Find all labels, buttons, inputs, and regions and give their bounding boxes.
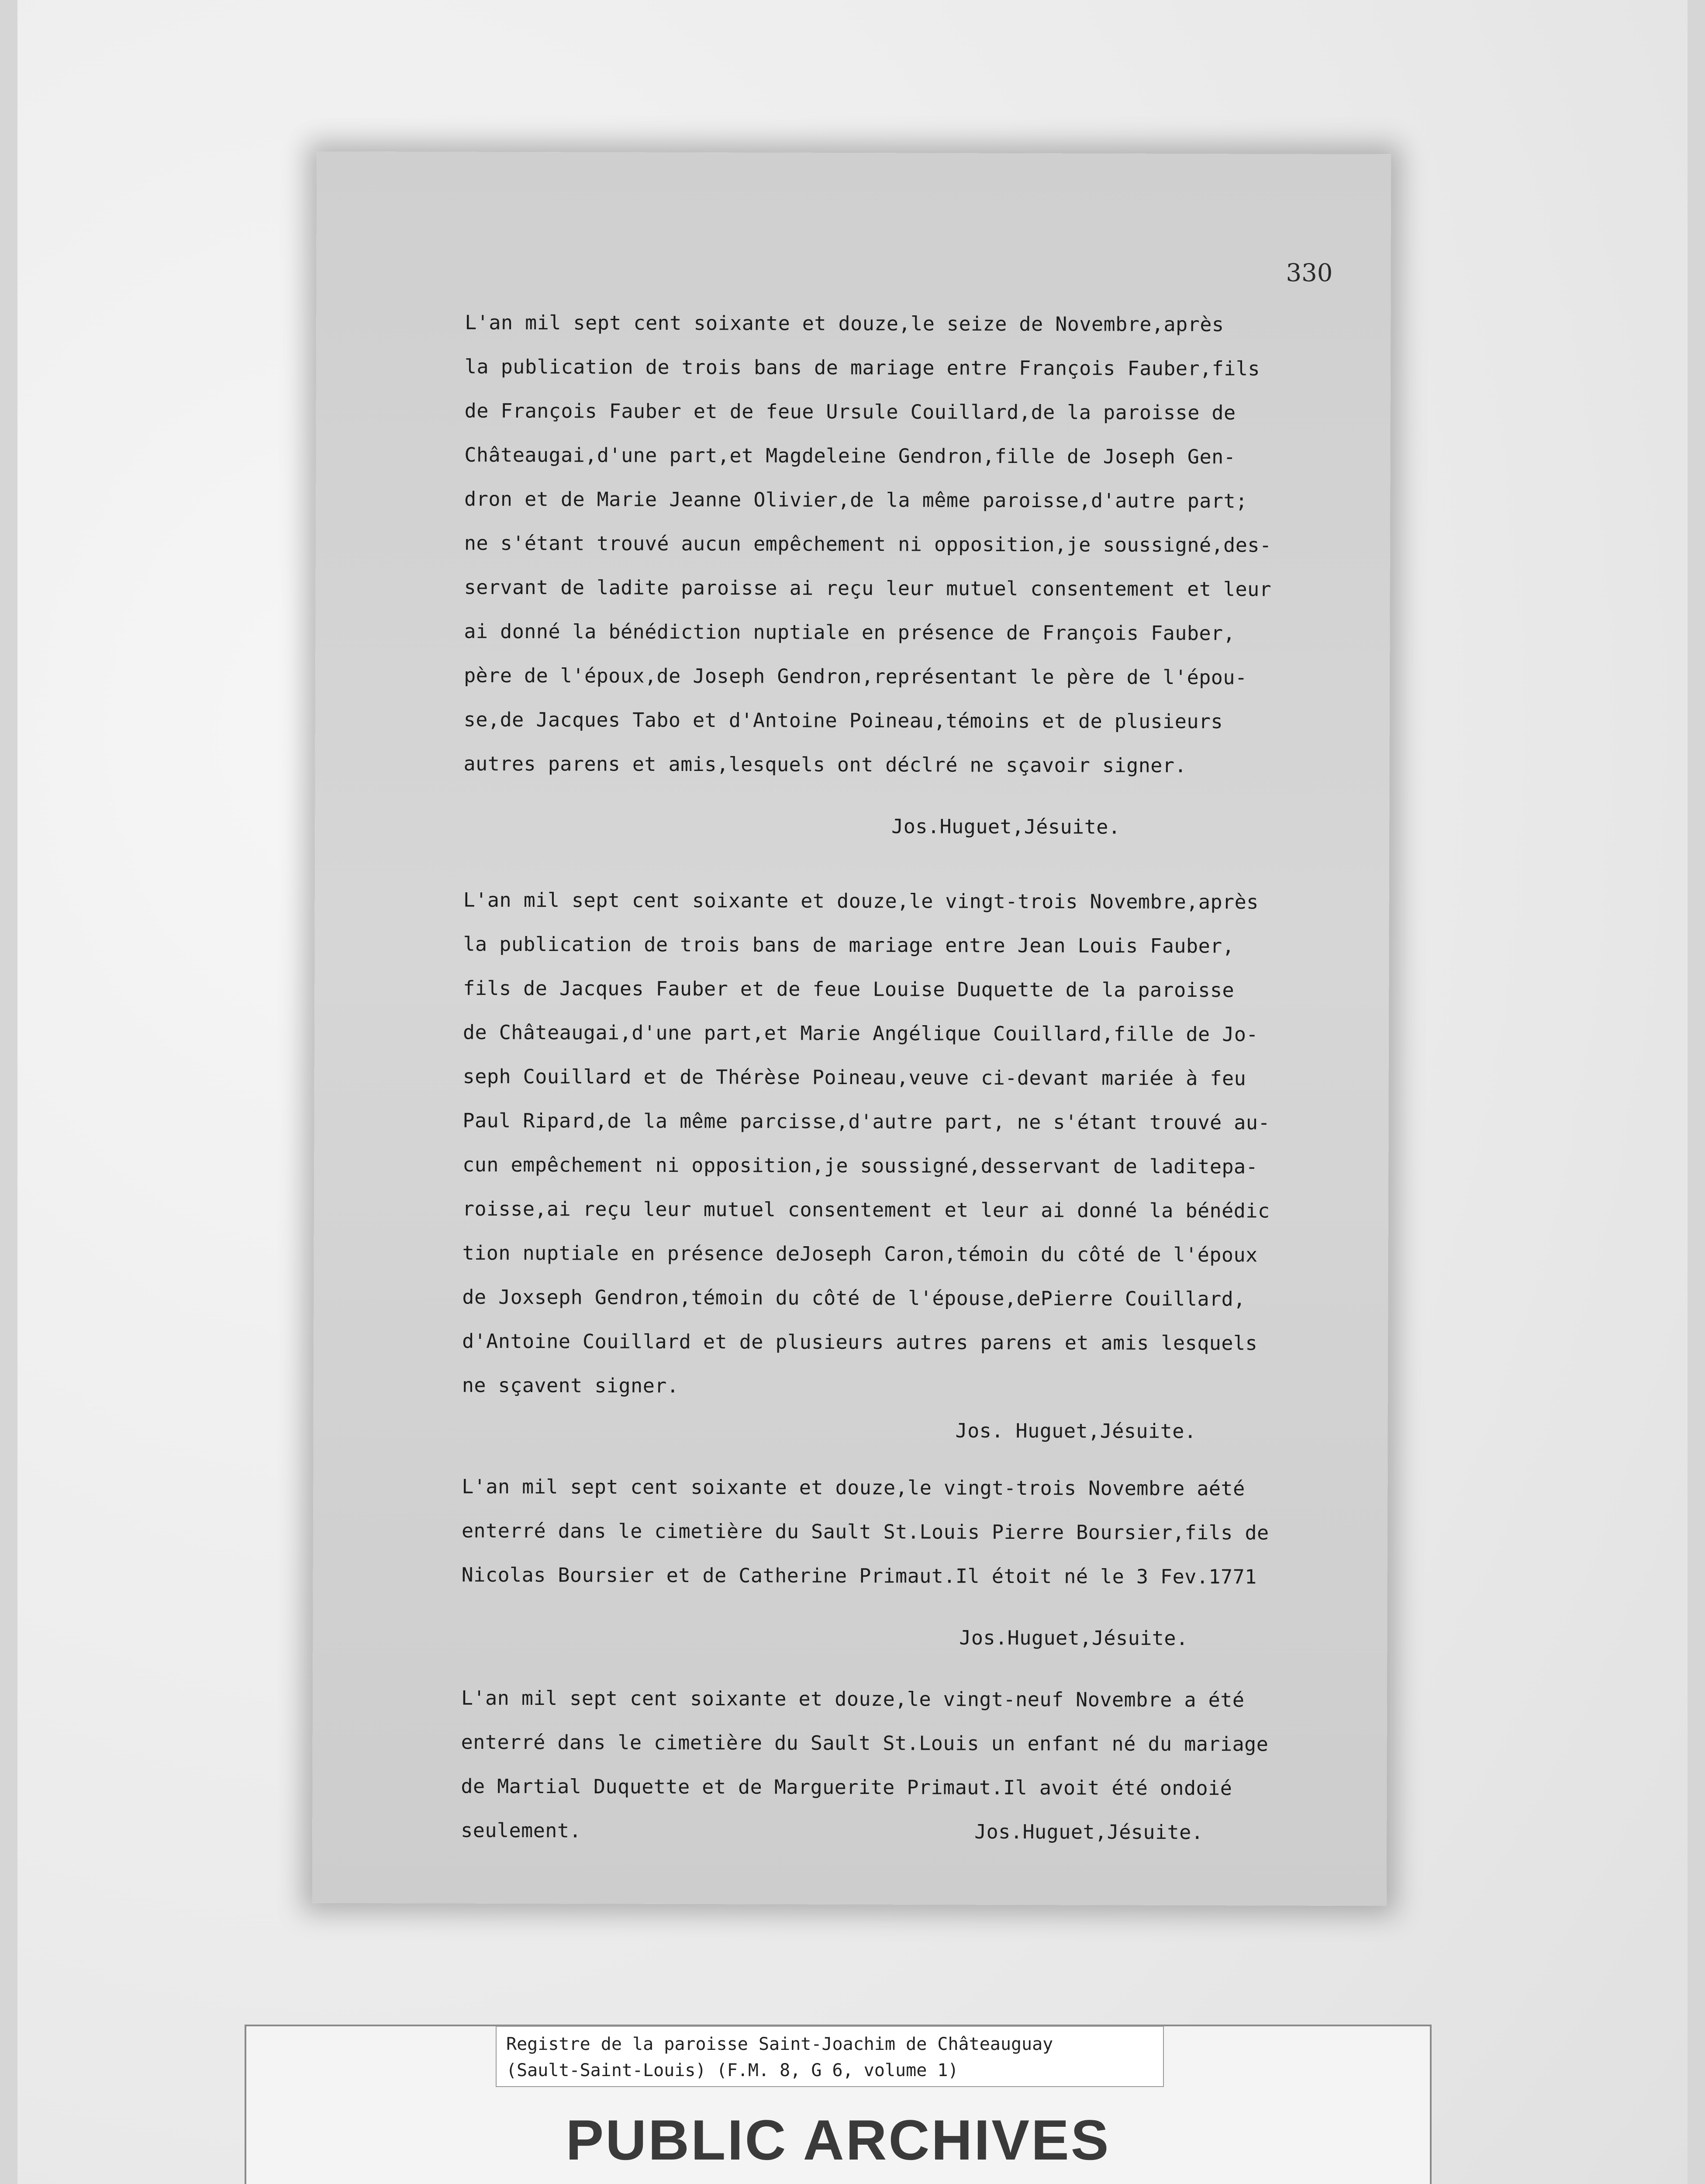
entry-signature: Jos.Huguet,Jésuite.	[891, 815, 1121, 839]
entry-line-with-signature	[461, 1808, 1325, 1855]
entry-line: ne s'étant trouvé aucun empêchement ni opposition,je soussigné,des-	[464, 531, 1272, 557]
entry-line: servant de ladite paroisse ai reçu leur mutuel consentement et leur	[464, 575, 1272, 601]
entry-line: L'an mil sept cent soixante et douze,le seize de Novembre,après	[465, 311, 1224, 336]
entry-line: fils de Jacques Fauber et de feue Louise Duquette de la paroisse	[463, 976, 1235, 1002]
entry-line: de François Fauber et de feue Ursule Couillard,de la paroisse de	[464, 399, 1236, 425]
entry-line: de Joxseph Gendron,témoin du côté de l'épouse,dePierre Couillard,	[462, 1285, 1246, 1311]
entry-line: Nicolas Boursier et de Catherine Primaut.Il étoit né le 3 Fev.1771	[461, 1563, 1257, 1589]
entry-line: ai donné la bénédiction nuptiale en présence de François Fauber,	[464, 619, 1236, 645]
entry-line: L'an mil sept cent soixante et douze,le vingt-trois Novembre,après	[463, 888, 1259, 914]
entry-line: Paul Ripard,de la même parcisse,d'autre part, ne s'étant trouvé au-	[462, 1109, 1270, 1134]
entry-line: se,de Jacques Tabo et d'Antoine Poineau,témoins et de plusieurs	[463, 708, 1223, 733]
stamp-line-english: PUBLIC ARCHIVES	[566, 2108, 1111, 2172]
entry-line: de Châteaugai,d'une part,et Marie Angélique Couillard,fille de Jo-	[462, 1020, 1259, 1046]
entry-line: de Martial Duquette et de Marguerite Primaut.Il avoit été ondoié	[461, 1774, 1232, 1800]
entry-line: la publication de trois bans de mariage entre Jean Louis Fauber,	[463, 932, 1235, 958]
register-label	[496, 2026, 1164, 2087]
entry-line: la publication de trois bans de mariage entre François Fauber,fils	[464, 355, 1260, 380]
entry-line: seph Couillard et de Thérèse Poineau,veuve ci-devant mariée à feu	[462, 1064, 1246, 1090]
entry-line: dron et de Marie Jeanne Olivier,de la même paroisse,d'autre part;	[464, 487, 1248, 513]
entry-signature: Jos. Huguet,Jésuite.	[955, 1419, 1197, 1443]
entry-marriage-1	[463, 301, 1329, 850]
entry-line: L'an mil sept cent soixante et douze,le vingt-trois Novembre aété	[462, 1475, 1245, 1500]
entry-line: L'an mil sept cent soixante et douze,le vingt-neuf Novembre a été	[461, 1686, 1245, 1712]
entry-line: autres parens et amis,lesquels ont déclré ne sçavoir signer.	[463, 752, 1187, 778]
entry-line: d'Antoine Couillard et de plusieurs autres parens et amis lesquels	[462, 1329, 1258, 1355]
register-entries	[461, 301, 1329, 1855]
register-page	[312, 152, 1391, 1906]
entry-burial-1	[461, 1465, 1326, 1661]
label-line-2: (Sault-Saint-Louis) (F.M. 8, G 6, volume 1)	[506, 2060, 959, 2080]
entry-line: ne sçavent signer.	[462, 1373, 679, 1397]
entry-marriage-2	[462, 878, 1328, 1454]
entry-line: cun empêchement ni opposition,je soussigné,desservant de laditepa-	[462, 1153, 1258, 1178]
label-line-1: Registre de la paroisse Saint-Joachim de Châteauguay	[506, 2034, 1053, 2054]
entry-line: Châteaugai,d'une part,et Magdeleine Gendron,fille de Joseph Gen-	[464, 443, 1236, 469]
entry-signature: Jos.Huguet,Jésuite.	[959, 1626, 1188, 1650]
entry-line: enterré dans le cimetière du Sault St.Louis Pierre Boursier,fils de	[461, 1519, 1269, 1545]
film-edge-right	[1688, 0, 1705, 2184]
page-number: 330	[1286, 259, 1333, 287]
entry-burial-2	[461, 1676, 1326, 1855]
entry-line: tion nuptiale en présence deJoseph Caron,témoin du côté de l'époux	[462, 1241, 1258, 1267]
film-edge-left	[0, 0, 17, 2184]
entry-line: enterré dans le cimetière du Sault St.Louis un enfant né du mariage	[461, 1730, 1269, 1756]
entry-line: roisse,ai reçu leur mutuel consentement et leur ai donné la bénédic	[462, 1197, 1270, 1223]
entry-signature: Jos.Huguet,Jésuite.	[974, 1820, 1204, 1844]
entry-line: père de l'époux,de Joseph Gendron,représentant le père de l'épou-	[464, 663, 1247, 689]
entry-closing-word: seulement.	[461, 1818, 582, 1842]
